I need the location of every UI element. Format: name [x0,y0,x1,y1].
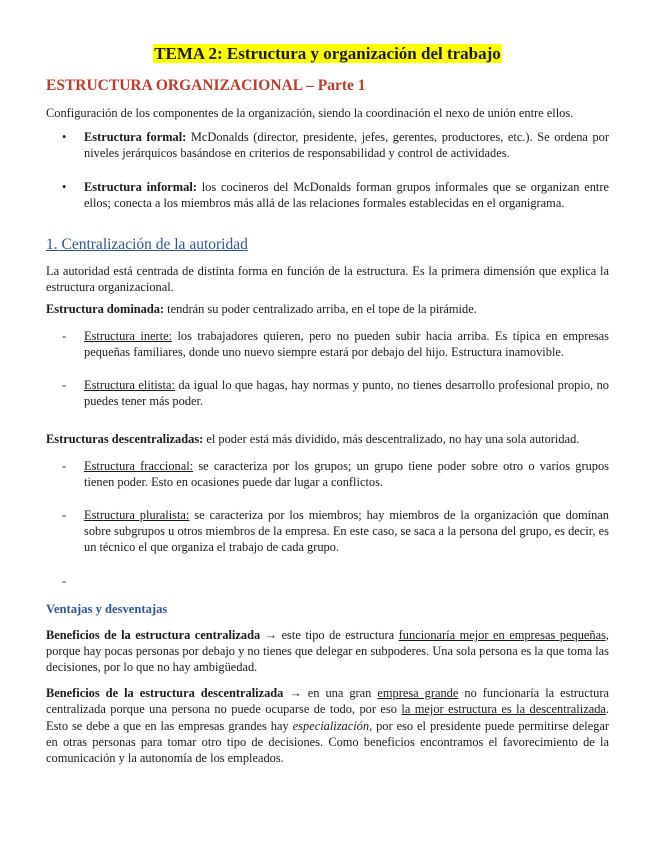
descentralizada-label: Beneficios de la estructura descentralizada [46,686,284,701]
dash-marker: - [62,508,67,523]
centralizada-text-pre: este tipo de estructura [281,627,399,642]
title-block [46,44,609,68]
formal-text: McDonalds (director, presidente, jefes, gerentes, productores, etc.). Se ordena por niveles jerárquicos basándose en criterios de responsabilidad y control de actividades. [84,130,609,161]
pluralista-text: se caracteriza por los miembros; hay miembros de la organización que dominan sobre subgrupos u otros miembros de la empresa. En este caso, se saca a la persona del grupo, es decir, es un técnico el que organiza el trabajo de cada grupo. [84,508,609,555]
centralizada-underline: funcionaría mejor en empresas pequeñas, [398,627,609,642]
informal-label: Estructura informal: [84,179,197,194]
dash-marker: - [62,328,67,343]
descentralizadas-text: el poder está más dividido, más descentralizado, no hay una sola autoridad. [203,432,580,447]
centralizada-label: Beneficios de la estructura centralizada [46,627,261,642]
intro-paragraph: Configuración de los componentes de la organización, siendo la coordinación el nexo de unión entre ellos. [46,106,574,120]
bullet-marker: • [62,130,67,145]
section-heading: ESTRUCTURA ORGANIZACIONAL – Parte 1 [46,77,366,94]
descentralizada-text-post: , por eso el presidente puede permitirse delegar en otras personas para tomar otro tipo de decisiones. Como beneficios encontramos el favorecimiento de la comunicación y la autonomía de los empleados. [46,718,610,766]
descentralizadas-list [46,458,609,589]
list-item-inerte [46,328,609,360]
dash-marker: - [62,573,67,588]
list-item-pluralista [46,507,609,556]
centralizada-text-post: porque hay pocas personas por debajo y no tienes que delegar en subpoderes. Una sola persona es la que toma las decisiones, por lo que no hay ambigüedad. [46,643,609,675]
list-item-formal [46,129,609,161]
arrow-icon: → [283,686,308,701]
document-page [46,0,609,766]
pluralista-label: Estructura pluralista: [84,508,190,523]
descentralizadas-paragraph [46,431,609,447]
fraccional-text: se caracteriza por los grupos; un grupo tiene poder sobre otro o varios grupos tienen poder. Esto en ocasiones puede dar lugar a conflictos. [84,458,609,489]
section-1-heading: 1. Centralización de la autoridad [46,236,248,254]
dominada-list [46,328,609,410]
section-1-intro: La autoridad está centrada de distinta forma en función de la estructura. Es la primera dimensión que explica la estructura organizacional. [46,264,609,295]
elitista-text: da igual lo que hagas, hay normas y punto, no tienes desarrollo profesional propio, no puedes tener más poder. [84,378,609,409]
dash-marker: - [62,378,67,393]
informal-text: los cocineros del McDonalds forman grupos informales que se organizan entre ellos; conecta a los miembros más allá de las relaciones formales establecidas en el organigrama. [84,179,609,210]
descentralizada-underline-1: empresa grande [377,686,459,701]
descentralizada-text-mid2: . Esto se debe a que en las empresas grandes hay [46,702,609,733]
dash-marker: - [62,458,67,473]
descentralizada-underline-2: la mejor estructura es la descentralizada [401,702,606,717]
elitista-label: Estructura elitista: [84,378,175,393]
dominada-label: Estructura dominada: [46,302,165,317]
list-item-empty [46,573,609,589]
bullet-marker: • [62,179,67,194]
descentralizadas-label: Estructuras descentralizadas: [46,432,204,447]
inerte-text: los trabajadores quieren, pero no pueden subir hacia arriba. Es típica en empresas pequeñas familiares, donde uno nuevo siempre estará por debajo del hijo. Estructura inamovible. [84,328,609,359]
list-item-fraccional [46,458,609,490]
descentralizada-italic: especialización [292,718,370,733]
list-item-elitista [46,377,609,409]
descentralizada-paragraph [46,685,609,766]
list-item-informal [46,179,609,211]
centralizada-paragraph [46,627,609,676]
dominada-text: tendrán su poder centralizado arriba, en el tope de la pirámide. [164,302,477,317]
descentralizada-text-pre: en una gran [307,686,378,701]
structure-bullet-list [46,129,609,211]
ventajas-heading: Ventajas y desventajas [46,601,168,616]
page-title: TEMA 2: Estructura y organización del trabajo [154,44,501,63]
arrow-icon: → [260,627,282,642]
fraccional-label: Estructura fraccional: [84,458,194,473]
inerte-label: Estructura inerte: [84,328,173,343]
formal-label: Estructura formal: [84,130,187,145]
descentralizada-text-mid1: no funcionaría la estructura centralizada porque una persona no puede ocuparse de todo, por eso [46,686,609,717]
dominada-paragraph [46,301,609,317]
